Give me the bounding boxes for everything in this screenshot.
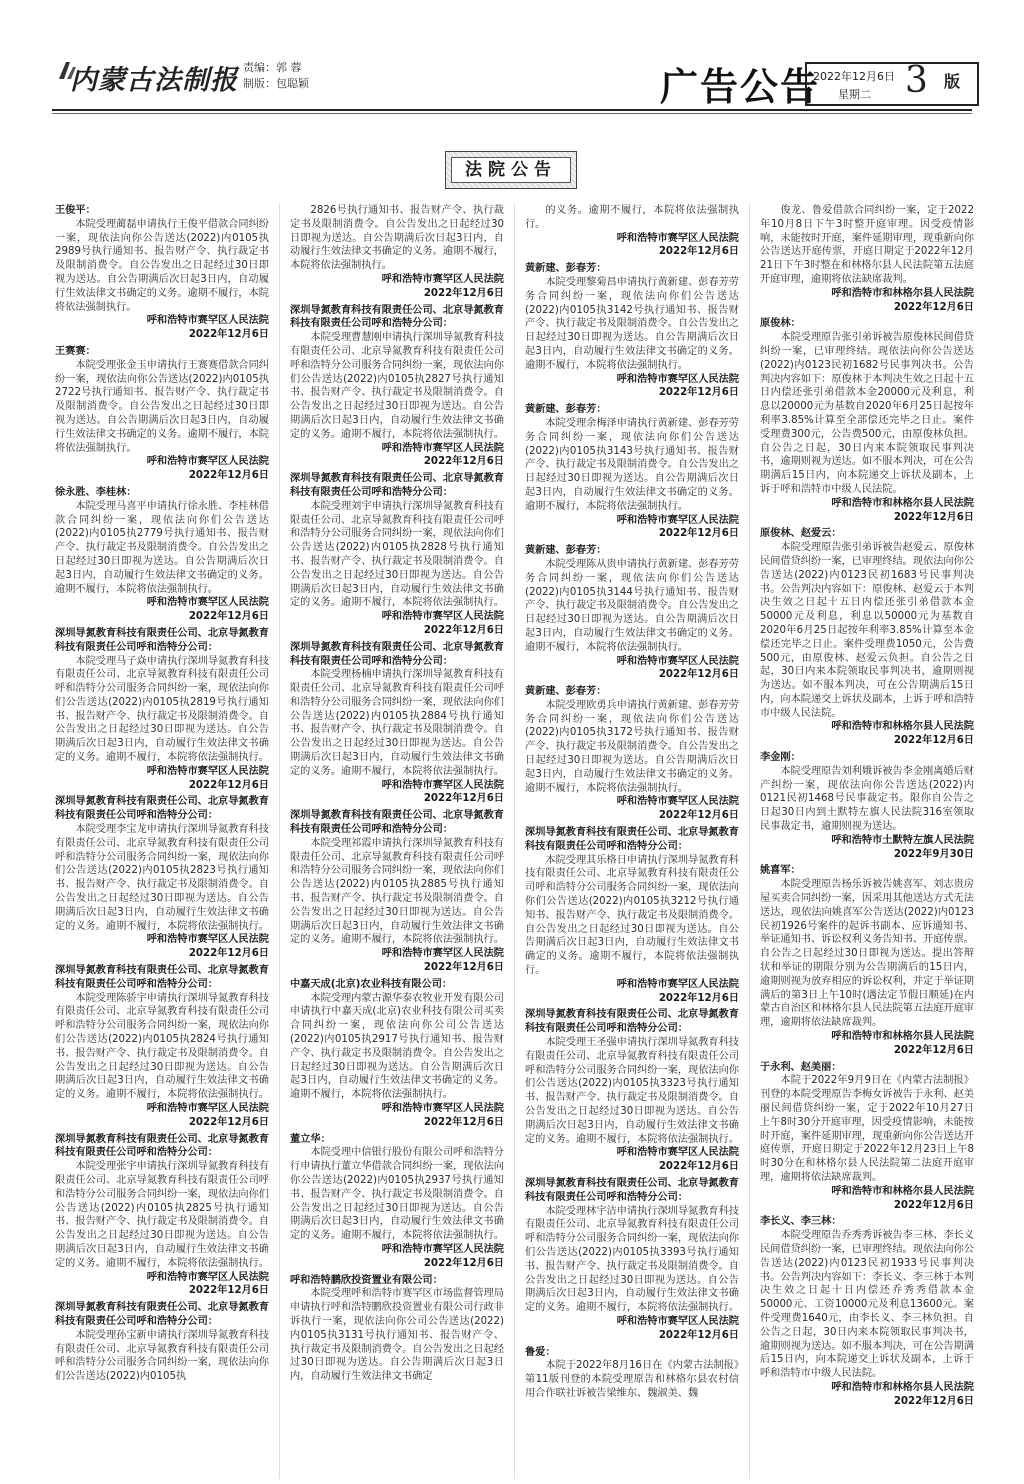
notice-body: 本院受理刘宇申请执行深圳导氮教育科技有限责任公司、北京导氮教育科技有限责任公司呼和浩特分公司服务合同纠纷一案，现依法向你们公告送达(2022)内0105执2828号执行通知书、报告财产令、执行裁定书及限制消费令。自公告发出之日起经过30日即视为送达。自公告期满后次日起3日内，自动履行生效法律文书确定的义务。逾期不履行，本院将依法强制执行。 xyxy=(290,500,504,609)
court-notice xyxy=(525,1346,739,1401)
notice-body: 本院受理林宇洁申请执行深圳导氮教育科技有限责任公司、北京导氮教育科技有限责任公司呼和浩特分公司服务合同纠纷一案，现依法向你们公告送达(2022)内0105执3393号执行通知书、报告财产令、执行裁定书及限制消费令。自公告发出之日起经过30日即视为送达。自公告期满后次日起3日内，自动履行生效法律文书确定的义务。逾期不履行，本院将依法强制执行。 xyxy=(525,1205,739,1314)
notice-date: 2022年12月6日 xyxy=(658,810,739,822)
notice-body: 本院受理原告杨乐诉被告姚喜军、刘志贵房屋买卖合同纠纷一案，因采用其他送达方式无法送达，现依法向姚喜军公告送达(2022)内0123民初1926号案件的起诉书副本、应诉通知书、举证通知书、诉讼权利义务告知书、开庭传票。自公告之日起经过30日即视为送达。提出答辩状和举证的期限分别为公告期满后的15日内，逾期则视为放弃相应的诉讼权利，并定于举证期满后的第3日上午10时(遇法定节假日顺延)在内蒙古自治区和林格尔县人民法院第五法庭开庭审理，逾期将依法缺席裁判。 xyxy=(760,879,974,1029)
notice-body: 本院受理原告乔秀秀诉被告李三林、李长义民间借贷纠纷一案，已审理终结。现依法向你公告送达(2022)内0123民初1933号民事判决书。公告判决内容如下：李长义、李三林于本判决生效之日起十日内偿还乔秀秀借款本金50000元、工资10000元及利息13600元。案件受理费1640元，由李长义、李三林负担。自公告之日起，30日内来本院领取民事判决书，逾期则视为送达。如不服本判决，可在公告期满后15日内，向本院递交上诉状及副本，上诉于呼和浩特市中级人民法院。 xyxy=(760,1230,974,1380)
notice-body: 本院受理马喜平申请执行徐永胜、李桂林借款合同纠纷一案，现依法向你们公告送达(2022)内0105执2779号执行通知书、报告财产令、执行裁定书及限制消费令。自公告发出之日起经过30日即视为送达。自公告期满后次日起3日内，自动履行生效法律文书确定的义务。逾期不履行，本院将依法强制执行。 xyxy=(55,500,269,595)
notice-date: 2022年12月6日 xyxy=(658,387,739,399)
notice-party: 深圳导氮教育科技有限责任公司、北京导氮教育科技有限责任公司呼和浩特分公司： xyxy=(290,473,504,498)
court-notice xyxy=(525,262,739,400)
notice-party: 原俊林： xyxy=(760,318,801,330)
notice-body: 本院受理祁霞申请执行深圳导氮教育科技有限责任公司、北京导氮教育科技有限责任公司呼和浩特分公司服务合同纠纷一案，现依法向你们公告送达(2022)内0105执2885号执行通知书、报告财产令、执行裁定书及限制消费令。自公告发出之日起经过30日即视为送达。自公告期满后次日起3日内，自动履行生效法律文书确定的义务。逾期不履行，本院将依法强制执行。 xyxy=(290,837,504,946)
notice-body: 本院于2022年8月16日在《内蒙古法制报》第11版刊登的本院受理原告和林格尔县农村信用合作联社诉被告梁维东、魏淑美、魏 xyxy=(525,1360,739,1399)
court-notice xyxy=(55,204,269,342)
notice-court: 呼和浩特市赛罕区人民法院 xyxy=(616,1147,739,1159)
notice-party: 黄新建、彭春芳： xyxy=(525,686,607,698)
notice-body: 本院受理张宇申请执行深圳导氮教育科技有限责任公司、北京导氮教育科技有限责任公司呼和浩特分公司服务合同纠纷一案，现依法向你们公告送达(2022)内0105执2825号执行通知书、报告财产令、执行裁定书及限制消费令。自公告发出之日起经过30日即视为送达。自公告期满后次日起3日内，自动履行生效法律文书确定的义务。逾期不履行，本院将依法强制执行。 xyxy=(55,1161,269,1269)
notice-court: 呼和浩特市和林格尔县人民法院 xyxy=(831,1185,974,1197)
notice-party: 深圳导氮教育科技有限责任公司、北京导氮教育科技有限责任公司呼和浩特分公司： xyxy=(525,827,739,852)
notice-court: 呼和浩特市和林格尔县人民法院 xyxy=(831,1381,974,1393)
court-notice xyxy=(55,486,269,624)
notice-court: 呼和浩特市赛罕区人民法院 xyxy=(146,934,269,946)
court-notice xyxy=(760,1061,974,1213)
notice-date: 2022年12月6日 xyxy=(658,246,739,258)
notice-date: 2022年12月6日 xyxy=(423,962,504,974)
notice-date: 2022年12月6日 xyxy=(658,1329,739,1341)
notice-body: 本院受理王圣强申请执行深圳导氮教育科技有限责任公司、北京导氮教育科技有限责任公司呼和浩特分公司服务合同纠纷一案，现依法向你们公告送达(2022)内0105执3323号执行通知书、报告财产令、执行裁定书及限制消费令。自公告发出之日起经过30日即视为送达。自公告期满后次日起3日内，自动履行生效法律文书确定的义务。逾期不履行，本院将依法强制执行。 xyxy=(525,1037,739,1145)
notice-body: 本院受理其乐格日申请执行深圳导氮教育科技有限责任公司、北京导氮教育科技有限责任公司呼和浩特分公司服务合同纠纷一案，现依法向你们公告送达(2022)内0105执3212号执行通知书、报告财产令、执行裁定书及限制消费令。自公告发出之日起经过30日即视为送达。自公告期满后次日起3日内，自动履行生效法律文书确定的义务。逾期不履行，本院将依法强制执行。 xyxy=(525,854,739,977)
notice-body: 本院受理原告张引弟诉被告原俊林民间借贷纠纷一案，已审理终结。现依法向你公告送达(2022)内0123民初1682号民事判决书。公告判决内容如下：原俊林于本判决生效之日起十五日内偿还张引弟借款本金20000元及利息，利息以20000元为基数自2020年6月25日起按年利率3.85%计算至全部偿还完毕之日止。案件受理费300元，公告费500元，由原俊林负担。自公告之日起，30日内来本院领取民事判决书，逾期则视为送达。如不服本判决，可在公告期满后15日内，向本院递交上诉状及副本，上诉于呼和浩特市中级人民法院。 xyxy=(760,332,974,495)
court-notice xyxy=(290,1133,504,1271)
notice-body: 本院受理陈从贵申请执行黄新建、彭春芳劳务合同纠纷一案，现依法向你们公告送达(2022)内0105执3144号执行通知书、报告财产令、执行裁定书及限制消费令。自公告发出之日起经过30日即视为送达。自公告期满后次日起3日内，自动履行生效法律文书确定的义务。逾期不履行，本院将依法强制执行。 xyxy=(525,558,739,653)
court-notice xyxy=(525,826,739,1005)
court-notice xyxy=(55,964,269,1130)
notice-court: 呼和浩特市赛罕区人民法院 xyxy=(381,611,504,623)
notice-date: 2022年12月6日 xyxy=(188,948,269,960)
notice-body: 俊龙、鲁爱借款合同纠纷一案，定于2022年10月8日下午3时整开庭审理。因受疫情影响，未能按时开庭，案件延期审理，现重新向你公告送达开庭传票，开庭日期定于2022年12月21日下午3时整在和林格尔县人民法院第五法庭开庭审理，逾期将依法缺席裁判。 xyxy=(760,205,974,285)
notice-court: 呼和浩特市赛罕区人民法院 xyxy=(616,796,739,808)
notice-party: 深圳导氮教育科技有限责任公司、北京导氮教育科技有限责任公司呼和浩特分公司： xyxy=(55,965,269,990)
court-notice xyxy=(55,795,269,961)
notice-body: 本院受理余梅泽申请执行黄新建、彭春芳劳务合同纠纷一案，现依法向你们公告送达(2022)内0105执3143号执行通知书、报告财产令、执行裁定书及限制消费令。自公告发出之日起经过30日即视为送达。自公告期满后次日起3日内，自动履行生效法律文书确定的义务。逾期不履行，本院将依法强制执行。 xyxy=(525,417,739,512)
notice-court: 呼和浩特市赛罕区人民法院 xyxy=(381,1103,504,1114)
notice-party: 李金刚： xyxy=(760,752,801,764)
notice-court: 呼和浩特市赛罕区人民法院 xyxy=(381,948,504,960)
notice-date: 2022年12月6日 xyxy=(188,611,269,623)
notice-body: 本院受理中信银行股份有限公司呼和浩特分行申请执行董立华借款合同纠纷一案，现依法向你公告送达(2022)内0105执2937号执行通知书、报告财产令、执行裁定书及限制消费令。自公告发出之日起经过30日即视为送达。自公告期满后次日起3日内，自动履行生效法律文书确定的义务。逾期不履行，本院将依法强制执行。 xyxy=(290,1147,504,1242)
notice-party: 董立华： xyxy=(290,1133,331,1145)
notice-date: 2022年12月6日 xyxy=(423,287,504,299)
notice-court: 呼和浩特市赛罕区人民法院 xyxy=(381,273,504,285)
section-banner xyxy=(445,151,577,189)
notice-party: 深圳导氮教育科技有限责任公司、北京导氮教育科技有限责任公司呼和浩特分公司： xyxy=(290,304,504,330)
notice-body: 本院受理张金玉申请执行王赛赛借款合同纠纷一案，现依法向你公告送达(2022)内0105执2722号执行通知书、报告财产令、执行裁定书及限制消费令。自公告发出之日起经过30日即视为送达。自公告期满后次日起3日内，自动履行生效法律文书确定的义务。逾期不履行，本院将依法强制执行。 xyxy=(55,359,269,454)
notice-date: 2022年12月6日 xyxy=(893,1199,974,1211)
notice-court: 呼和浩特市赛罕区人民法院 xyxy=(146,765,269,777)
column-2 xyxy=(290,204,504,1479)
notice-court: 呼和浩特市赛罕区人民法院 xyxy=(146,1103,269,1114)
notice-date: 2022年12月6日 xyxy=(893,511,974,523)
court-notice xyxy=(525,1008,739,1174)
notice-party: 呼和浩特鹏欣投资置业有限公司： xyxy=(290,1274,443,1286)
court-notice xyxy=(290,304,504,470)
notice-court: 呼和浩特市赛罕区人民法院 xyxy=(616,655,739,667)
notice-body: 本院受理陈骄宇申请执行深圳导氮教育科技有限责任公司、北京导氮教育科技有限责任公司呼和浩特分公司服务合同纠纷一案，现依法向你们公告送达(2022)内0105执2824号执行通知书、报告财产令、执行裁定书及限制消费令。自公告发出之日起经过30日即视为送达。自公告期满后次日起3日内，自动履行生效法律文书确定的义务。逾期不履行，本院将依法强制执行。 xyxy=(55,992,269,1101)
notice-party: 深圳导氮教育科技有限责任公司、北京导氮教育科技有限责任公司呼和浩特分公司： xyxy=(525,1177,739,1203)
notice-date: 2022年12月6日 xyxy=(423,624,504,636)
notice-court: 呼和浩特市赛罕区人民法院 xyxy=(616,978,739,990)
notice-party: 王俊平： xyxy=(55,205,96,216)
newspaper-logo: 内蒙古法制报 xyxy=(70,65,238,96)
court-notice xyxy=(760,204,974,314)
notice-party: 深圳导氮教育科技有限责任公司、北京导氮教育科技有限责任公司呼和浩特分公司： xyxy=(55,1302,269,1327)
notice-body: 本院受理杨楠申请执行深圳导氮教育科技有限责任公司、北京导氮教育科技有限责任公司呼和浩特分公司服务合同纠纷一案，现依法向你们公告送达(2022)内0105执2884号执行通知书、报告财产令、执行裁定书及限制消费令。自公告发出之日起经过30日即视为送达。自公告期满后次日起3日内，自动履行生效法律文书确定的义务。逾期不履行，本院将依法强制执行。 xyxy=(290,669,504,777)
notice-court: 呼和浩特市赛罕区人民法院 xyxy=(381,1243,504,1255)
notice-date: 2022年12月6日 xyxy=(893,735,974,747)
notice-body: 本院受理欧勇兵申请执行黄新建、彭春芳劳务合同纠纷一案，现依法向你们公告送达(2022)内0105执3172号执行通知书、报告财产令、执行裁定书及限制消费令。自公告发出之日起经过30日即视为送达。自公告期满后次日起3日内，自动履行生效法律文书确定的义务。逾期不履行，本院将依法强制执行。 xyxy=(525,699,739,794)
court-notice xyxy=(55,345,269,483)
notice-date: 2022年12月6日 xyxy=(893,301,974,313)
notice-court: 呼和浩特市赛罕区人民法院 xyxy=(616,1315,739,1327)
notice-court: 呼和浩特市赛罕区人民法院 xyxy=(616,232,739,244)
court-notice xyxy=(525,1177,739,1343)
notice-court: 呼和浩特市赛罕区人民法院 xyxy=(146,456,269,468)
notice-court: 呼和浩特市赛罕区人民法院 xyxy=(616,373,739,385)
court-notice xyxy=(290,641,504,807)
notice-date: 2022年12月6日 xyxy=(423,1116,504,1128)
notice-party: 深圳导氮教育科技有限责任公司、北京导氮教育科技有限责任公司呼和浩特分公司： xyxy=(55,1133,269,1159)
court-notice xyxy=(760,527,974,748)
column-divider xyxy=(749,204,750,1479)
notice-body: 本院受理曹慧刚申请执行深圳导氮教育科技有限责任公司、北京导氮教育科技有限责任公司呼和浩特分公司服务合同纠纷一案，现依法向你们公告送达(2022)内0105执2827号执行通知书、报告财产令、执行裁定书及限制消费令。自公告发出之日起经过30日即视为送达。自公告期满后次日起3日内，自动履行生效法律文书确定的义务。逾期不履行，本院将依法强制执行。 xyxy=(290,332,504,440)
notice-date: 2022年12月6日 xyxy=(893,1395,974,1407)
notice-party: 黄新建、彭春芳： xyxy=(525,404,607,416)
court-notice xyxy=(525,544,739,682)
notice-date: 2022年12月6日 xyxy=(658,1161,739,1173)
court-notice xyxy=(290,1274,504,1384)
notice-date: 2022年12月6日 xyxy=(188,1285,269,1297)
court-notice xyxy=(760,317,974,524)
issue-date: 2022年12月6日 xyxy=(813,70,895,83)
notice-body: 本院受理内蒙古源华泰农牧业开发有限公司申请执行中嘉天成(北京)农业科技有限公司买卖合同纠纷一案，现依法向你公司公告送达(2022)内0105执2917号执行通知书、报告财产令、执行裁定书及限制消费令。自公告发出之日起经过30日即视为送达。自公告期满后次日起3日内，自动履行生效法律文书确定的义务。逾期不履行，本院将依法强制执行。 xyxy=(290,992,504,1101)
notice-body: 本院受理马子焱申请执行深圳导氮教育科技有限责任公司、北京导氮教育科技有限责任公司呼和浩特分公司服务合同纠纷一案，现依法向你们公告送达(2022)内0105执2819号执行通知书、报告财产令、执行裁定书及限制消费令。自公告发出之日起经过30日即视为送达。自公告期满后次日起3日内，自动履行生效法律文书确定的义务。逾期不履行，本院将依法强制执行。 xyxy=(55,655,269,764)
notice-party: 徐永胜、李桂林： xyxy=(55,486,137,498)
notice-party: 李长义、李三林： xyxy=(760,1216,842,1228)
notice-date: 2022年12月6日 xyxy=(188,779,269,791)
notice-party: 鲁爱： xyxy=(525,1346,556,1358)
notice-body: 本院于2022年9月9日在《内蒙古法制报》刊登的本院受理原告李梅女诉被告于永利、赵美丽民间借贷纠纷一案，定于2022年10月27日上午8时30分开庭审理，因受疫情影响，未能按时开庭，案件延期审理，现重新向你公告送达开庭传票，开庭日期定于2022年12月23日上午8时30分在和林格尔县人民法院第二法庭开庭审理，逾期将依法缺席裁判。 xyxy=(760,1075,974,1183)
banner-title: 法院公告 xyxy=(451,157,571,183)
notice-court: 呼和浩特市和林格尔县人民法院 xyxy=(831,721,974,733)
notice-body: 本院受理孙宝新申请执行深圳导氮教育科技有限责任公司、北京导氮教育科技有限责任公司呼和浩特分公司服务合同纠纷一案，现依法向你们公告送达(2022)内0105执 xyxy=(55,1329,269,1383)
notice-court: 呼和浩特市赛罕区人民法院 xyxy=(146,1271,269,1283)
page-number: 3 xyxy=(905,60,928,101)
notice-date: 2022年12月6日 xyxy=(188,329,269,341)
column-divider xyxy=(514,204,515,1479)
column-3 xyxy=(525,204,739,1479)
notice-date: 2022年9月30日 xyxy=(893,848,974,860)
notice-party: 黄新建、彭春芳： xyxy=(525,263,607,275)
notice-party: 原俊林、赵爱云： xyxy=(760,528,842,540)
section-title: 广告公告 xyxy=(660,65,821,109)
court-notice xyxy=(290,978,504,1130)
editor-credits xyxy=(243,60,309,92)
court-notice xyxy=(525,685,739,823)
notice-columns xyxy=(55,204,975,1479)
notice-date: 2022年12月6日 xyxy=(658,528,739,540)
court-notice xyxy=(290,204,504,301)
court-notice xyxy=(290,472,504,638)
notice-court: 呼和浩特市和林格尔县人民法院 xyxy=(831,287,974,299)
notice-date: 2022年12月6日 xyxy=(188,1116,269,1128)
notice-date: 2022年12月6日 xyxy=(423,456,504,468)
notice-court: 呼和浩特市和林格尔县人民法院 xyxy=(831,1031,974,1043)
notice-party: 深圳导氮教育科技有限责任公司、北京导氮教育科技有限责任公司呼和浩特分公司： xyxy=(525,1009,739,1035)
notice-body: 本院受理原告张引弟诉被告赵爱云、原俊林民间借贷纠纷一案，已审理终结。现依法向你公告送达(2022)内0123民初1683号民事判决书。公告判决内容如下：原俊林、赵爱云于本判决生效之日起十五日内偿还张引弟借款本金50000元及利息，利息以50000元为基数自2020年6月25日起按年利率3.85%计算至本金偿还完毕之日止。案件受理费1050元，公告费500元，由原俊林、赵爱云负担。自公告之日起，30日内来本院领取民事判决书，逾期则视为送达。如不服本判决，可在公告期满后15日内，向本院递交上诉状及副本，上诉于呼和浩特市中级人民法院。 xyxy=(760,542,974,719)
notice-party: 中嘉天成(北京)农业科技有限公司： xyxy=(290,978,453,990)
notice-body: 本院受理李宝龙申请执行深圳导氮教育科技有限责任公司、北京导氮教育科技有限责任公司呼和浩特分公司服务合同纠纷一案，现依法向你们公告送达(2022)内0105执2823号执行通知书、报告财产令、执行裁定书及限制消费令。自公告发出之日起经过30日即视为送达。自公告期满后次日起3日内，自动履行生效法律文书确定的义务。逾期不履行，本院将依法强制执行。 xyxy=(55,824,269,932)
page-suffix: 版 xyxy=(944,72,961,91)
notice-party: 王赛赛： xyxy=(55,345,96,357)
notice-body: 本院受理呼和浩特市赛罕区市场监督管理局申请执行呼和浩特鹏欣投资置业有限公司行政非诉执行一案，现依法向你公司公告送达(2022)内0105执3131号执行通知书、报告财产令、执行裁定书及限制消费令。自公告发出之日起经过30日即视为送达。自公告期满后次日起3日内，自动履行生效法律文书确定 xyxy=(290,1288,504,1383)
court-notice xyxy=(760,1215,974,1408)
notice-date: 2022年12月6日 xyxy=(423,1257,504,1269)
notice-court: 呼和浩特市赛罕区人民法院 xyxy=(616,514,739,526)
notice-date: 2022年12月6日 xyxy=(658,992,739,1004)
court-notice xyxy=(55,1301,269,1384)
notice-date: 2022年12月6日 xyxy=(893,1044,974,1056)
column-4 xyxy=(760,204,974,1479)
notice-court: 呼和浩特市赛罕区人民法院 xyxy=(146,597,269,609)
notice-date: 2022年12月6日 xyxy=(188,470,269,482)
column-1 xyxy=(55,204,269,1479)
notice-body: 本院受理原告刘利娥诉被告李金刚离婚后财产纠纷一案，现依法向你公告送达(2022)内0121民初1468号民事裁定书。限你自公告之日起30日内到土默特左旗人民法院316室领取民事裁定书，逾期则视为送达。 xyxy=(760,765,974,833)
masthead-rule xyxy=(52,109,972,111)
notice-date: 2022年12月6日 xyxy=(658,669,739,681)
notice-party: 深圳导氮教育科技有限责任公司、北京导氮教育科技有限责任公司呼和浩特分公司： xyxy=(55,627,269,653)
masthead-rule-thin xyxy=(52,113,972,114)
court-notice xyxy=(525,204,739,259)
notice-court: 呼和浩特市赛罕区人民法院 xyxy=(381,442,504,454)
notice-court: 呼和浩特市赛罕区人民法院 xyxy=(381,779,504,791)
editor-line: 责编：郭 蓉 xyxy=(243,61,302,74)
notice-body: 本院受理黎菊昌申请执行黄新建、彭春芳劳务合同纠纷一案，现依法向你们公告送达(2022)内0105执3142号执行通知书、报告财产令、执行裁定书及限制消费令。自公告发出之日起经过30日即视为送达。自公告期满后次日起3日内，自动履行生效法律文书确定的义务。逾期不履行，本院将依法强制执行。 xyxy=(525,276,739,371)
court-notice xyxy=(760,751,974,861)
masthead xyxy=(0,0,1024,118)
notice-body: 本院受理蔺磊申请执行王俊平借款合同纠纷一案，现依法向你公告送达(2022)内0105执2989号执行通知书、报告财产令、执行裁定书及限制消费令。自公告发出之日起经过30日即视为送达。自公告期满后次日起3日内，自动履行生效法律文书确定的义务。逾期不履行，本院将依法强制执行。 xyxy=(55,218,269,313)
notice-body: 的义务。逾期不履行，本院将依法强制执行。 xyxy=(525,205,739,230)
producer-line: 制版：包聪颖 xyxy=(243,77,309,90)
notice-party: 姚喜军： xyxy=(760,865,801,877)
notice-party: 深圳导氮教育科技有限责任公司、北京导氮教育科技有限责任公司呼和浩特分公司： xyxy=(290,810,504,836)
notice-court: 呼和浩特市和林格尔县人民法院 xyxy=(831,497,974,509)
notice-body: 2826号执行通知书、报告财产令、执行裁定书及限制消费令。自公告发出之日起经过30日即视为送达。自公告期满后次日起3日内，自动履行生效法律文书确定的义务。逾期不履行，本院将依法强制执行。 xyxy=(290,205,504,272)
court-notice xyxy=(760,864,974,1057)
column-divider xyxy=(279,204,280,1479)
notice-court: 呼和浩特市土默特左旗人民法院 xyxy=(831,834,974,846)
notice-court: 呼和浩特市赛罕区人民法院 xyxy=(146,315,269,327)
court-notice xyxy=(55,627,269,793)
notice-party: 深圳导氮教育科技有限责任公司、北京导氮教育科技有限责任公司呼和浩特分公司： xyxy=(290,641,504,667)
court-notice xyxy=(55,1133,269,1299)
court-notice xyxy=(525,403,739,541)
notice-party: 深圳导氮教育科技有限责任公司、北京导氮教育科技有限责任公司呼和浩特分公司： xyxy=(55,796,269,822)
notice-party: 于永利、赵美丽： xyxy=(760,1061,842,1073)
notice-date: 2022年12月6日 xyxy=(423,793,504,805)
notice-party: 黄新建、彭春芳： xyxy=(525,545,607,557)
issue-weekday: 星期二 xyxy=(838,88,871,101)
court-notice xyxy=(290,809,504,975)
issue-date-box xyxy=(805,62,979,106)
